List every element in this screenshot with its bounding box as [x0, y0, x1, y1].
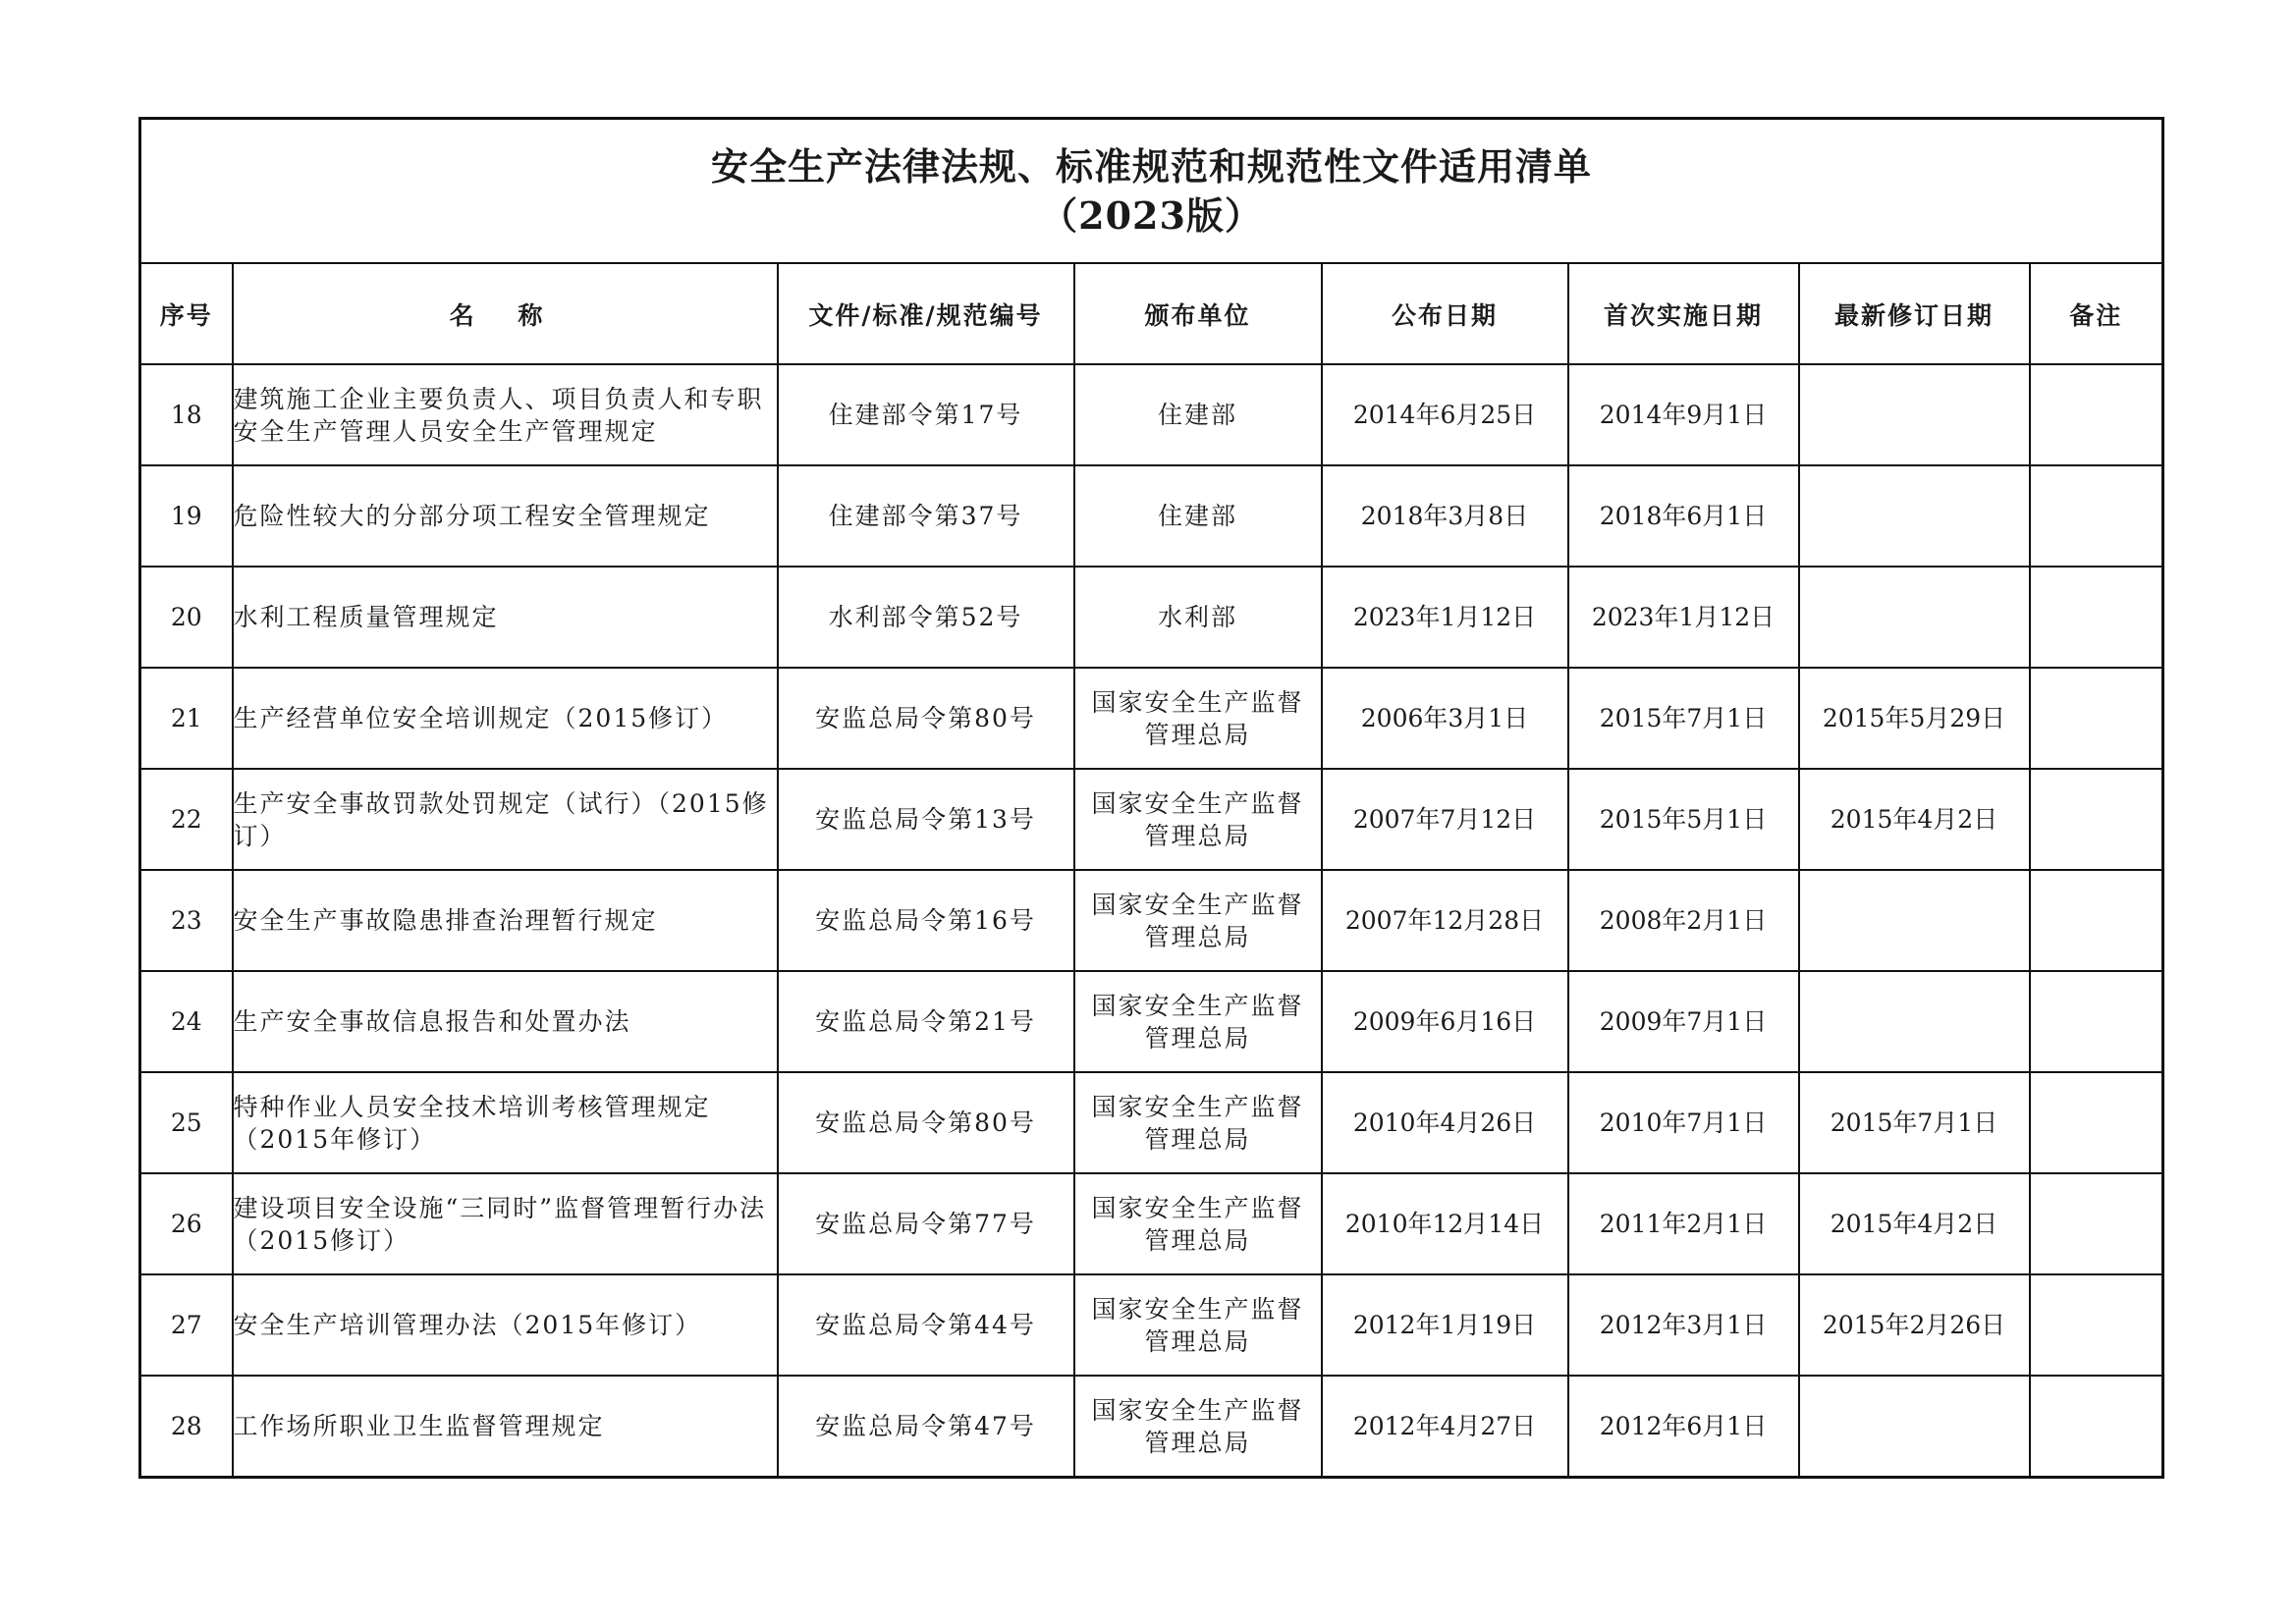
row-name: 生产经营单位安全培训规定（2015修订） — [233, 668, 778, 769]
row-code: 安监总局令第44号 — [778, 1274, 1074, 1376]
row-revision-date: 2015年4月2日 — [1799, 1173, 2030, 1274]
row-code: 住建部令第37号 — [778, 465, 1074, 567]
row-seq: 24 — [140, 971, 233, 1072]
row-issuer — [1074, 1173, 1322, 1274]
row-seq: 26 — [140, 1173, 233, 1274]
row-seq: 21 — [140, 668, 233, 769]
table-row — [140, 668, 2163, 769]
row-effective-date: 2010年7月1日 — [1568, 1072, 1799, 1173]
row-publish-date: 2014年6月25日 — [1322, 364, 1568, 465]
header-publish-date: 公布日期 — [1322, 263, 1568, 364]
table-row — [140, 364, 2163, 465]
row-issuer — [1074, 364, 1322, 465]
row-revision-date: 2015年5月29日 — [1799, 668, 2030, 769]
row-revision-date — [1799, 870, 2030, 971]
table-row — [140, 465, 2163, 567]
row-remarks — [2030, 567, 2163, 668]
row-issuer-line2: 管理总局 — [1144, 1225, 1251, 1255]
table-row — [140, 1274, 2163, 1376]
row-code: 水利部令第52号 — [778, 567, 1074, 668]
row-issuer-line1: 国家安全生产监督 — [1091, 1193, 1304, 1222]
row-revision-date — [1799, 364, 2030, 465]
row-effective-date: 2014年9月1日 — [1568, 364, 1799, 465]
header-revision-date: 最新修订日期 — [1799, 263, 2030, 364]
table-row — [140, 1173, 2163, 1274]
row-issuer-line2: 管理总局 — [1144, 922, 1251, 951]
row-issuer-line1: 国家安全生产监督 — [1091, 1294, 1304, 1324]
table-row — [140, 971, 2163, 1072]
row-issuer-line2: 管理总局 — [1144, 1023, 1251, 1053]
table-row — [140, 870, 2163, 971]
row-seq: 28 — [140, 1376, 233, 1478]
row-publish-date: 2018年3月8日 — [1322, 465, 1568, 567]
row-issuer-line1: 国家安全生产监督 — [1091, 687, 1304, 717]
row-remarks — [2030, 465, 2163, 567]
row-seq: 27 — [140, 1274, 233, 1376]
row-remarks — [2030, 870, 2163, 971]
row-issuer-line1: 国家安全生产监督 — [1091, 991, 1304, 1020]
row-effective-date: 2018年6月1日 — [1568, 465, 1799, 567]
row-effective-date: 2015年5月1日 — [1568, 769, 1799, 870]
row-code: 安监总局令第16号 — [778, 870, 1074, 971]
row-issuer — [1074, 567, 1322, 668]
row-revision-date — [1799, 971, 2030, 1072]
row-issuer-line1: 国家安全生产监督 — [1091, 890, 1304, 919]
row-issuer-line1: 水利部 — [1157, 603, 1237, 631]
header-remarks: 备注 — [2030, 263, 2163, 364]
row-revision-date — [1799, 1376, 2030, 1478]
row-issuer — [1074, 870, 1322, 971]
document-title-main: 安全生产法律法规、标准规范和规范性文件适用清单 — [711, 143, 1593, 189]
row-effective-date: 2012年6月1日 — [1568, 1376, 1799, 1478]
row-name: 工作场所职业卫生监督管理规定 — [233, 1376, 778, 1478]
row-publish-date: 2012年4月27日 — [1322, 1376, 1568, 1478]
row-issuer — [1074, 668, 1322, 769]
row-issuer-line1: 住建部 — [1157, 502, 1237, 530]
row-issuer-line2: 管理总局 — [1144, 1428, 1251, 1457]
row-name: 生产安全事故信息报告和处置办法 — [233, 971, 778, 1072]
row-remarks — [2030, 1072, 2163, 1173]
row-code: 安监总局令第77号 — [778, 1173, 1074, 1274]
row-name: 安全生产培训管理办法（2015年修订） — [233, 1274, 778, 1376]
row-code: 住建部令第17号 — [778, 364, 1074, 465]
row-revision-date: 2015年4月2日 — [1799, 769, 2030, 870]
row-remarks — [2030, 769, 2163, 870]
row-remarks — [2030, 668, 2163, 769]
row-publish-date: 2010年4月26日 — [1322, 1072, 1568, 1173]
row-issuer-line2: 管理总局 — [1144, 821, 1251, 850]
row-issuer — [1074, 769, 1322, 870]
table-header-row — [140, 263, 2163, 364]
row-seq: 22 — [140, 769, 233, 870]
row-issuer-line1: 住建部 — [1157, 401, 1237, 429]
row-effective-date: 2009年7月1日 — [1568, 971, 1799, 1072]
document-title — [140, 119, 2163, 264]
header-code: 文件/标准/规范编号 — [778, 263, 1074, 364]
row-revision-date — [1799, 465, 2030, 567]
row-issuer — [1074, 971, 1322, 1072]
header-seq: 序号 — [140, 263, 233, 364]
row-issuer-line1: 国家安全生产监督 — [1091, 1395, 1304, 1425]
row-name: 危险性较大的分部分项工程安全管理规定 — [233, 465, 778, 567]
header-effective-date: 首次实施日期 — [1568, 263, 1799, 364]
row-effective-date: 2008年2月1日 — [1568, 870, 1799, 971]
row-effective-date: 2012年3月1日 — [1568, 1274, 1799, 1376]
row-publish-date: 2010年12月14日 — [1322, 1173, 1568, 1274]
row-name: 生产安全事故罚款处罚规定（试行）（2015修订） — [233, 769, 778, 870]
row-remarks — [2030, 1173, 2163, 1274]
regulations-table — [138, 117, 2164, 1479]
row-issuer-line1: 国家安全生产监督 — [1091, 1092, 1304, 1121]
row-seq: 20 — [140, 567, 233, 668]
row-name: 水利工程质量管理规定 — [233, 567, 778, 668]
row-name: 安全生产事故隐患排查治理暂行规定 — [233, 870, 778, 971]
row-revision-date: 2015年7月1日 — [1799, 1072, 2030, 1173]
row-publish-date: 2007年7月12日 — [1322, 769, 1568, 870]
row-issuer — [1074, 1072, 1322, 1173]
table-row — [140, 1376, 2163, 1478]
row-remarks — [2030, 1376, 2163, 1478]
row-issuer — [1074, 1274, 1322, 1376]
table-row — [140, 567, 2163, 668]
row-issuer-line2: 管理总局 — [1144, 1124, 1251, 1154]
row-issuer-line2: 管理总局 — [1144, 720, 1251, 749]
row-effective-date: 2011年2月1日 — [1568, 1173, 1799, 1274]
row-issuer-line2: 管理总局 — [1144, 1326, 1251, 1356]
row-code: 安监总局令第21号 — [778, 971, 1074, 1072]
row-publish-date: 2006年3月1日 — [1322, 668, 1568, 769]
row-name: 特种作业人员安全技术培训考核管理规定（2015年修订） — [233, 1072, 778, 1173]
row-name: 建筑施工企业主要负责人、项目负责人和专职安全生产管理人员安全生产管理规定 — [233, 364, 778, 465]
row-seq: 23 — [140, 870, 233, 971]
row-revision-date: 2015年2月26日 — [1799, 1274, 2030, 1376]
row-code: 安监总局令第80号 — [778, 1072, 1074, 1173]
row-code: 安监总局令第47号 — [778, 1376, 1074, 1478]
row-issuer — [1074, 465, 1322, 567]
row-effective-date: 2015年7月1日 — [1568, 668, 1799, 769]
row-publish-date: 2009年6月16日 — [1322, 971, 1568, 1072]
row-code: 安监总局令第80号 — [778, 668, 1074, 769]
row-revision-date — [1799, 567, 2030, 668]
table-row — [140, 769, 2163, 870]
row-issuer — [1074, 1376, 1322, 1478]
row-seq: 18 — [140, 364, 233, 465]
row-code: 安监总局令第13号 — [778, 769, 1074, 870]
row-issuer-line1: 国家安全生产监督 — [1091, 788, 1304, 818]
header-name: 名 称 — [233, 263, 778, 364]
row-remarks — [2030, 971, 2163, 1072]
row-remarks — [2030, 1274, 2163, 1376]
row-publish-date: 2007年12月28日 — [1322, 870, 1568, 971]
row-publish-date: 2023年1月12日 — [1322, 567, 1568, 668]
header-issuer: 颁布单位 — [1074, 263, 1322, 364]
row-publish-date: 2012年1月19日 — [1322, 1274, 1568, 1376]
row-name: 建设项目安全设施“三同时”监督管理暂行办法（2015修订） — [233, 1173, 778, 1274]
row-seq: 25 — [140, 1072, 233, 1173]
row-remarks — [2030, 364, 2163, 465]
document-title-version: （2023版） — [1040, 192, 1263, 238]
row-seq: 19 — [140, 465, 233, 567]
row-effective-date: 2023年1月12日 — [1568, 567, 1799, 668]
table-row — [140, 1072, 2163, 1173]
